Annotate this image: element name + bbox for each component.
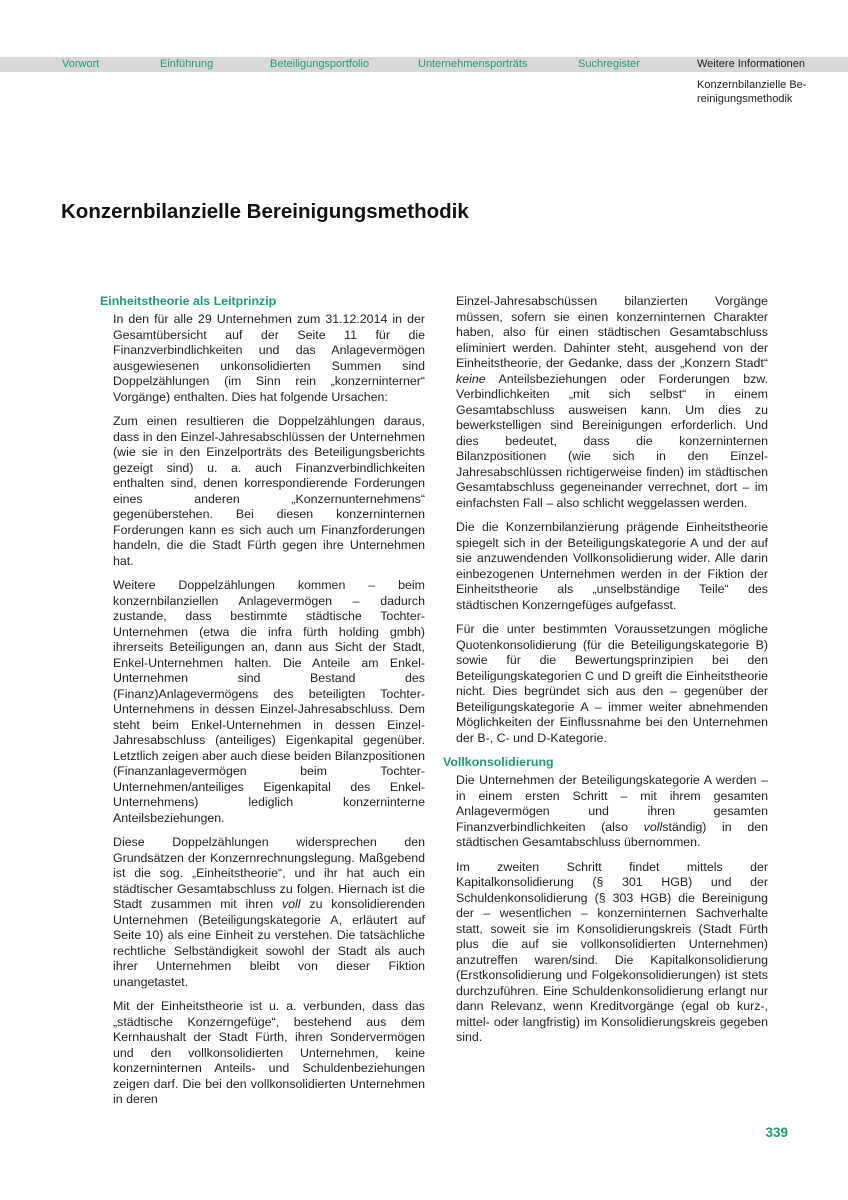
left-column	[100, 294, 425, 1117]
text-segment: Zum einen resultieren die Doppelzählungen daraus, dass in den Einzel-Jahresabschlüssen der Unternehmen (wie sie in den Einzelporträts des Beteiligungsberichts gezeigt sind) u. a. auch Finanzverbindlichkeiten enthalten sind, denen korrespondierende Forderungen eines anderen „Konzernunternehmens“ gegenüberstehen. Bei diesen konzerninternen Forderungen kann es sich auch um Finanzforderungen handeln, die die Stadt Fürth gegen ihre Unternehmen hat.	[113, 414, 425, 568]
body-paragraph	[113, 414, 425, 569]
page-number: 339	[765, 1125, 788, 1140]
text-segment: Anteilsbeziehungen oder Forderungen bzw. Verbindlichkeiten „mit sich selbst“ in einem Gesamtabschluss ausweisen kann. Um dies zu bewerkstelligen sind Bereinigungen erforderlich. Und dies bedeutet, dass die konzerninternen Bilanzpositionen (wie sich in den Einzel-Jahresabschlüssen richtigerweise finden) im städtischen Gesamtabschluss gegeneinander verrechnet, dort – im einfachsten Fall – also schlicht weggelassen werden.	[456, 371, 768, 510]
text-segment: Einzel-Jahresabschüssen bilanzierten Vorgänge müssen, sofern sie einen konzerninternen Charakter haben, also für einen städtischen Gesamtabschluss eliminiert werden. Dahinter steht, ausgehend von der Einheitstheorie, der Gedanke, dass der „Konzern Stadt“	[456, 294, 768, 370]
body-paragraph	[113, 999, 425, 1108]
text-segment: Diese Doppelzählungen widersprechen den Grundsätzen der Konzernrechnungslegung. Maßgebend ist die sog. „Einheitstheorie“, und ihr hat auch ein städtischer Gesamtabschluss zu folgen. Hiernach ist die Stadt zusammen mit ihren	[113, 835, 425, 911]
page-title: Konzernbilanzielle Bereinigungsmethodik	[61, 200, 469, 223]
text-segment: Weitere Doppelzählungen kommen – beim konzernbilanziellen Anlagevermögen – dadurch zustande, dass bestimmte städtische Tochter-Unternehmen (etwa die infra fürth holding gmbh) ihrerseits Beteiligungen an, dann aus Sicht der Stadt, Enkel-Unternehmen halten. Die Anteile am Enkel-Unternehmen sind Bestand des (Finanz)Anlagevermögens des beteiligten Tochter-Unternehmens in dessen Einzel-Jahresabschluss. Dem steht beim Enkel-Unternehmen in dessen Einzel-Jahresabschluss (anteiliges) Eigenkapital gegenüber. Letztlich zeigen aber auch diese beiden Bilanzpositionen (Finanzanlagevermögen beim Tochter-Unternehmen/anteiliges Eigenkapital des Enkel-Unternehmens) lediglich konzerninterne Anteilsbeziehungen.	[113, 578, 425, 825]
section-caption-line-2: reinigungsmethodik	[697, 92, 793, 105]
body-paragraph	[456, 294, 768, 511]
nav-item-vorwort[interactable]: Vorwort	[62, 58, 100, 70]
emphasized-text: voll	[281, 897, 301, 911]
nav-item-einfuehrung[interactable]: Einführung	[160, 58, 214, 70]
text-segment: Die Unternehmen der Beteiligungskategorie A werden – in einem ersten Schritt – mit ihrem gesamten Anlagevermögen und ihren gesamten Finanzverbindlichkeiten (also	[456, 773, 768, 834]
section-caption-line-1: Konzernbilanzielle Be-	[697, 79, 807, 91]
section-heading: Vollkonsolidierung	[443, 755, 554, 769]
body-paragraph	[456, 520, 768, 613]
body-paragraph	[456, 860, 768, 1046]
text-segment: Die die Konzernbilanzierung prägende Einheitstheorie spiegelt sich in der Beteiligungskategorie A und der auf sie anzuwendenden Vollkonsolidierung wider. Alle darin einbezogenen Unternehmen werden in der Fiktion der Einheitstheorie als „unselbständige Teile“ des städtischen Konzerngefüges aufgefasst.	[456, 520, 768, 612]
text-segment: In den für alle 29 Unternehmen zum 31.12.2014 in der Gesamtübersicht auf der Seite 11 für die Finanzverbindlichkeiten und das Anlagevermögen ausgewiesenen unkonsolidierten Summen sind Doppelzählungen (im Sinn rein „konzerninterner“ Vorgänge) enthalten. Dies hat folgende Ursachen:	[113, 312, 425, 404]
emphasized-text: keine	[456, 371, 486, 386]
text-segment: Mit der Einheitstheorie ist u. a. verbunden, dass das „städtische Konzerngefüge“, bestehend aus dem Kernhaushalt der Stadt Fürth, ihren Sondervermögen und den vollkonsolidierten Unternehmen, keine konzerninternen Anteils- und Schuldenbeziehungen zeigen darf. Die bei den vollkonsolidierten Unternehmen in deren	[113, 999, 425, 1106]
text-segment: Für die unter bestimmten Voraussetzungen mögliche Quotenkonsolidierung (für die Beteiligungskategorie B) sowie für die Bewertungsprinzipien bei den Beteiligungskategorien C und D greift die Einheitstheorie nicht. Dies begründet sich aus den – gegenüber der Beteiligungskategorie A – immer weiter abnehmenden Möglichkeiten der Einflussnahme bei den Unternehmen der B-, C- und D-Kategorie.	[456, 622, 768, 745]
body-paragraph	[456, 622, 768, 746]
nav-item-unternehmensportraets[interactable]: Unternehmensporträts	[418, 58, 528, 70]
section-heading: Einheitstheorie als Leitprinzip	[100, 294, 277, 308]
nav-item-weitere-informationen[interactable]: Weitere Informationen	[697, 58, 806, 70]
emphasized-text: voll	[643, 819, 663, 834]
top-navigation	[0, 57, 848, 72]
text-segment: ständig) in den städtischen Gesamtabschluss übernommen.	[456, 819, 768, 849]
body-paragraph	[113, 578, 425, 826]
text-segment: Im zweiten Schritt findet mittels der Kapitalkonsolidierung (§ 301 HGB) und der Schuldenkonsolidierung (§ 303 HGB) die Bereinigung der – wesentlichen – konzerninternen Sachverhalte statt, soweit sie im Konsolidierungskreis (Stadt Fürth plus die auf sie vollkonsolidierten Unternehmen) anzutreffen waren/sind. Die Kapitalkonsolidierung (Erstkonsolidierung und Folgekonsolidierungen) ist stets durchzuführen. Eine Schuldenkonsolidierung erlangt nur dann Relevanz, wenn Kreditvorgänge (egal ob kurz-, mittel- oder langfristig) im Konsolidierungskreis gegeben sind.	[456, 859, 768, 1044]
section-caption	[697, 79, 827, 106]
body-paragraph	[113, 835, 425, 990]
text-segment: zu konsolidierenden Unternehmen (Beteiligungskategorie A, erläutert auf Seite 10) als eine Einheit zu verstehen. Die tatsächliche rechtliche Selbständigkeit sowohl der Stadt als auch ihrer Unternehmen bleibt von dieser Fiktion unangetastet.	[113, 897, 425, 989]
body-paragraph	[456, 773, 768, 851]
right-column	[443, 294, 768, 1055]
nav-item-beteiligungsportfolio[interactable]: Beteiligungsportfolio	[270, 58, 370, 70]
nav-item-suchregister[interactable]: Suchregister	[578, 58, 640, 70]
body-paragraph	[113, 312, 425, 405]
